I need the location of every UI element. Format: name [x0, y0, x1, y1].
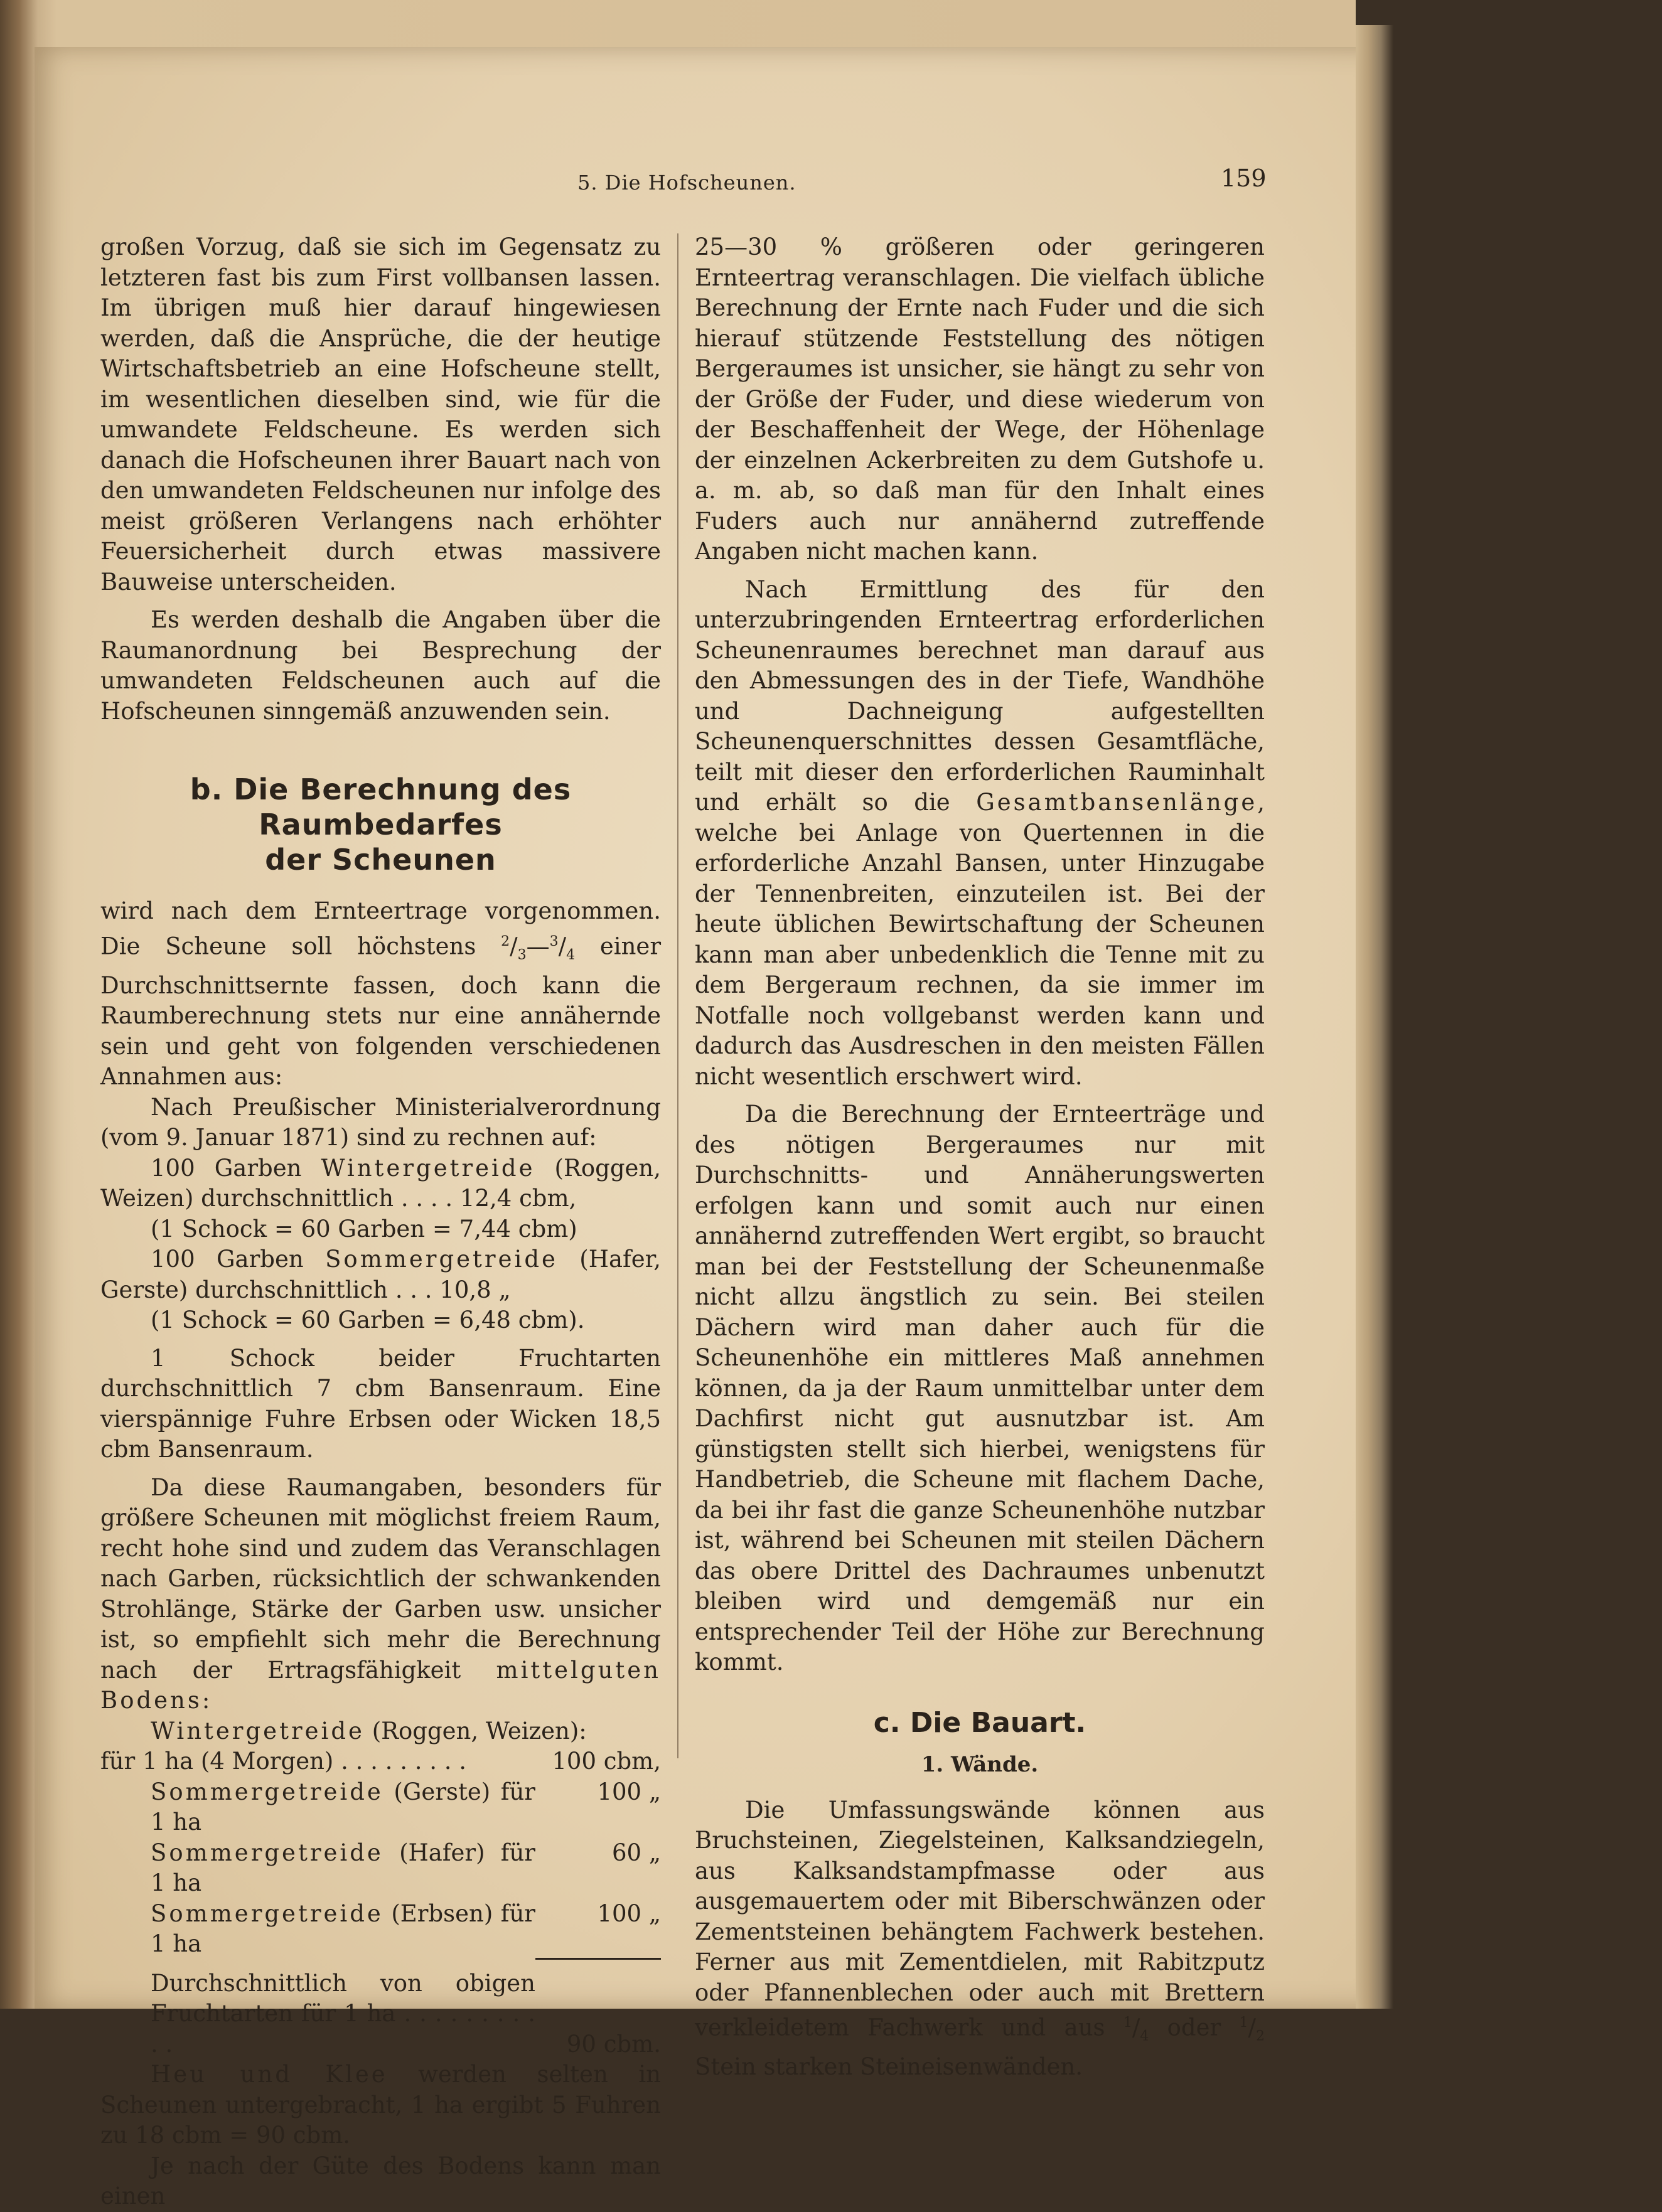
- spaced-term: Wintergetreide: [151, 1717, 365, 1744]
- page-number: 159: [1221, 164, 1267, 192]
- calc-label: [151, 1899, 535, 1960]
- paragraph: Nach Preußischer Ministerialverordnung (vom 9. Januar 1871) sind zu rechnen auf:: [100, 1093, 661, 1151]
- calc-label: Durchschnittlich von obigen Fruchtarten für 1 ha . . . . . . . . . . .: [151, 1969, 535, 2058]
- paragraph: [100, 1244, 661, 1305]
- spaced-term: Sommergetreide: [325, 1246, 558, 1273]
- section-heading-b-line1: b. Die Berechnung des Raumbedarfes: [190, 772, 572, 842]
- text-run: Da diese Raumangaben, besonders für größere Scheunen mit möglichst freiem Raum, recht hohe sind und zudem das Veranschlagen nach Garben, rücksichtlich der schwankenden Strohlänge, Stärke der Garben usw. unsicher ist, so empfiehlt sich mehr die Berechnung nach der Ertragsfähigkeit: [100, 1473, 661, 1684]
- fraction-numerator: 1: [1123, 2015, 1132, 2031]
- left-column: [100, 232, 661, 2212]
- calc-row: [100, 1838, 661, 1899]
- paragraph: wird nach dem Ernteertrage vorgenommen. Die Scheune soll höchstens $^2/_3—^3/_4$ einer Durchschnittsernte fassen, doch kann die Raumberechnung stets nur eine annähernde sein und geht von folgenden verschiedenen Annahmen aus:: [100, 897, 662, 1091]
- section-heading-c: c. Die Bauart.: [873, 1706, 1086, 1739]
- text-run: 100 Garben: [151, 1154, 321, 1182]
- text-run: (Roggen, Weizen):: [364, 1717, 587, 1744]
- fraction-denominator: 2: [1255, 2028, 1265, 2044]
- spaced-term: Gesamtbansenlänge: [976, 789, 1258, 816]
- text-run: werden selten in Scheunen untergebracht, 1 ha ergibt 5 Fuhren zu 18 cbm = 90 cbm.: [100, 2061, 661, 2149]
- fraction-numerator: 2: [501, 933, 510, 949]
- calc-row: [100, 1777, 661, 1838]
- section-heading-b: [100, 772, 661, 877]
- paragraph: (1 Schock = 60 Garben = 7,44 cbm): [151, 1215, 577, 1242]
- paragraph: großen Vorzug, daß sie sich im Gegensatz zu letzteren fast bis zum First vollbansen lassen. Im übrigen muß hier darauf hingewiesen werden, daß die Ansprüche, die der heutige Wirtschaftsbetrieb an eine Hofscheune stellt, im wesentlichen dieselben sind, wie für die umwandete Feldscheune. Es werden sich danach die Hofscheunen ihrer Bauart nach von den umwandeten Feldscheunen nur infolge des meist größeren Verlangens nach erhöhter Feuersicherheit durch etwas massivere Bauweise unterscheiden.: [100, 233, 661, 596]
- paragraph: [695, 575, 1265, 1093]
- paragraph: [100, 1153, 661, 1214]
- section-heading-b-line2: der Scheunen: [265, 843, 496, 877]
- text-run: Stein starken Steineisenwänden.: [695, 2053, 1083, 2081]
- paragraph: 25—30 % größeren oder geringeren Ernteertrag veranschlagen. Die vielfach übliche Berechnung der Ernte nach Fuder und die sich hierauf stützende Feststellung des nötigen Bergeraumes ist unsicher, sie hängt zu sehr von der Größe der Fuder, und diese wiederum von der Beschaffenheit der Wege, der Höhenlage der einzelnen Ackerbreiten zu dem Gutshofe u. a. m. ab, so daß man für den Inhalt eines Fuders auch nur annähernd zutreffende Angaben nicht machen kann.: [695, 233, 1265, 565]
- calc-value: 100 cbm,: [552, 1748, 661, 1775]
- text-run: :: [201, 1687, 210, 1714]
- text-run: (Hafer) für 1 ha: [151, 1839, 535, 1897]
- fraction-denominator: 4: [566, 947, 576, 963]
- calc-label: [151, 1777, 535, 1838]
- sub-heading-walls: 1. Wände.: [921, 1752, 1039, 1777]
- spaced-term: Sommergetreide: [151, 1778, 383, 1805]
- calc-label: für 1 ha (4 Morgen) . . . . . . . . .: [100, 1748, 467, 1775]
- calc-value: 90 cbm.: [566, 2030, 661, 2058]
- spaced-term: Heu und Klee: [151, 2061, 388, 2088]
- fraction-denominator: 4: [1140, 2028, 1149, 2044]
- text-run: , welche bei Anlage von Quertennen in die erforderliche Anzahl Bansen, unter Hinzugabe der Tennenbreiten, einzuteilen ist. Bei der heute üblichen Bewirtschaftung der Scheunen kann man aber unbedenklich die Tenne mit zu dem Bergeraum rechnen, da sie immer im Notfalle noch vollgebanst werden kann und dadurch das Ausdreschen in den meisten Fällen nicht wesentlich erschwert wird.: [695, 789, 1265, 1090]
- spaced-term: Sommergetreide: [151, 1899, 383, 1927]
- text-run: oder: [1149, 2014, 1240, 2041]
- spaced-term: mittelguten Bodens: [100, 1656, 661, 1714]
- page-edge-right: [1356, 25, 1393, 2009]
- text-run: (Roggen, Weizen) durchschnittlich . . . . 12,4 cbm,: [100, 1154, 661, 1212]
- paragraph: [100, 2060, 661, 2151]
- text-run: (Gerste) für 1 ha: [151, 1778, 535, 1836]
- paragraph: Es werden deshalb die Angaben über die Raumanordnung bei Besprechung der umwandeten Feldscheunen auch auf die Hofscheunen sinngemäß anzuwenden sein.: [100, 606, 661, 725]
- text-run: 100 Garben: [151, 1246, 326, 1273]
- fraction-numerator: 1: [1239, 2015, 1248, 2031]
- column-divider: [677, 233, 678, 1758]
- paragraph: 1 Schock beider Fruchtarten durchschnittlich 7 cbm Bansenraum. Eine vierspännige Fuhre Erbsen oder Wicken 18,5 cbm Bansenraum.: [100, 1344, 661, 1463]
- text-run: wird nach dem Ernteertrage vorgenommen. Die Scheune soll höchstens: [100, 897, 661, 959]
- calc-value: 100 „: [597, 1778, 661, 1805]
- yield-calculation: [100, 1716, 661, 2060]
- spaced-term: Sommergetreide: [151, 1839, 383, 1866]
- paragraph: (1 Schock = 60 Garben = 6,48 cbm).: [151, 1306, 585, 1334]
- dash: —: [526, 932, 550, 959]
- paragraph: Da die Berechnung der Ernteerträge und des nötigen Bergeraumes nur mit Durchschnitts- und Annäherungswerten erfolgen kann und somit auch nur einen annähernd zutreffenden Wert ergibt, so braucht man bei der Feststellung der Scheunenmaße nicht allzu ängstlich zu sein. Bei steilen Dächern wird man daher auch für die Scheunenhöhe ein mittleres Maß annehmen können, da ja der Raum unmittelbar unter dem Dachfirst nicht gut ausnutzbar ist. Am günstigsten stellt sich hierbei, wenigstens für Handbetrieb, die Scheune mit flachem Dache, da bei ihr fast die ganze Scheunenhöhe nutzbar ist, während bei Scheunen mit steilen Dächern das obere Drittel des Dachraumes unbenutzt bleiben wird und demgemäß nur ein entsprechender Teil der Höhe zur Berechnung kommt.: [695, 1101, 1265, 1675]
- fraction-denominator: 3: [517, 947, 527, 963]
- text-run: Die Umfassungswände können aus Bruchsteinen, Ziegelsteinen, Kalksandziegeln, aus Kalksandstampfmasse oder aus ausgemauertem oder mit Biberschwänzen oder Zementsteinen behängtem Fachwerk bestehen. Ferner aus mit Zementdielen, mit Rabitzputz oder Pfannenblechen oder auch mit Brettern verkleidetem Fachwerk und aus: [695, 1796, 1265, 2041]
- calc-row: [100, 1899, 661, 1960]
- calc-value: 100 „: [535, 1899, 661, 1960]
- calc-value: 60 „: [611, 1839, 661, 1866]
- calc-row-average: [100, 1969, 661, 2060]
- spaced-term: Wintergetreide: [321, 1154, 535, 1182]
- fraction-numerator: 3: [549, 933, 559, 949]
- calc-heading: [100, 1716, 661, 1747]
- right-column: [695, 232, 1265, 2083]
- paragraph: Je nach der Güte des Bodens kann man einen: [100, 2152, 661, 2210]
- text-run: Nach Ermittlung des für den unterzubringenden Ernteertrag erforderlichen Scheunenraumes berechnet man darauf aus den Abmessungen des in der Tiefe, Wandhöhe und Dachneigung aufgestellten Scheunenquerschnittes dessen Gesamtfläche, teilt mit dieser den erforderlichen Rauminhalt und erhält so die: [695, 575, 1265, 816]
- running-title: 5. Die Hofscheunen.: [577, 171, 796, 195]
- text-run: einer Durchschnittsernte fassen, doch kann die Raumberechnung stets nur eine annähernde sein und geht von folgenden verschiedenen Annahmen aus:: [100, 932, 662, 1091]
- text-run: (Erbsen) für 1 ha: [151, 1899, 535, 1958]
- calc-row: [100, 1746, 661, 1777]
- paragraph: [100, 1473, 661, 1716]
- calc-label: [151, 1838, 535, 1899]
- paragraph: Die Umfassungswände können aus Bruchsteinen, Ziegelsteinen, Kalksandziegeln, aus Kalksandstampfmasse oder aus ausgemauertem oder mit Biberschwänzen oder Zementsteinen behängtem Fachwerk bestehen. Ferner aus mit Zementdielen, mit Rabitzputz oder Pfannenblechen oder auch mit Brettern verkleidetem Fachwerk und aus $^1/_4$ oder $^1/_2$ Stein starken Steineisenwänden.: [695, 1796, 1265, 2081]
- text-run: (Hafer, Gerste) durchschnittlich . . . 10,8 „: [100, 1246, 662, 1303]
- page-header: [100, 164, 1268, 196]
